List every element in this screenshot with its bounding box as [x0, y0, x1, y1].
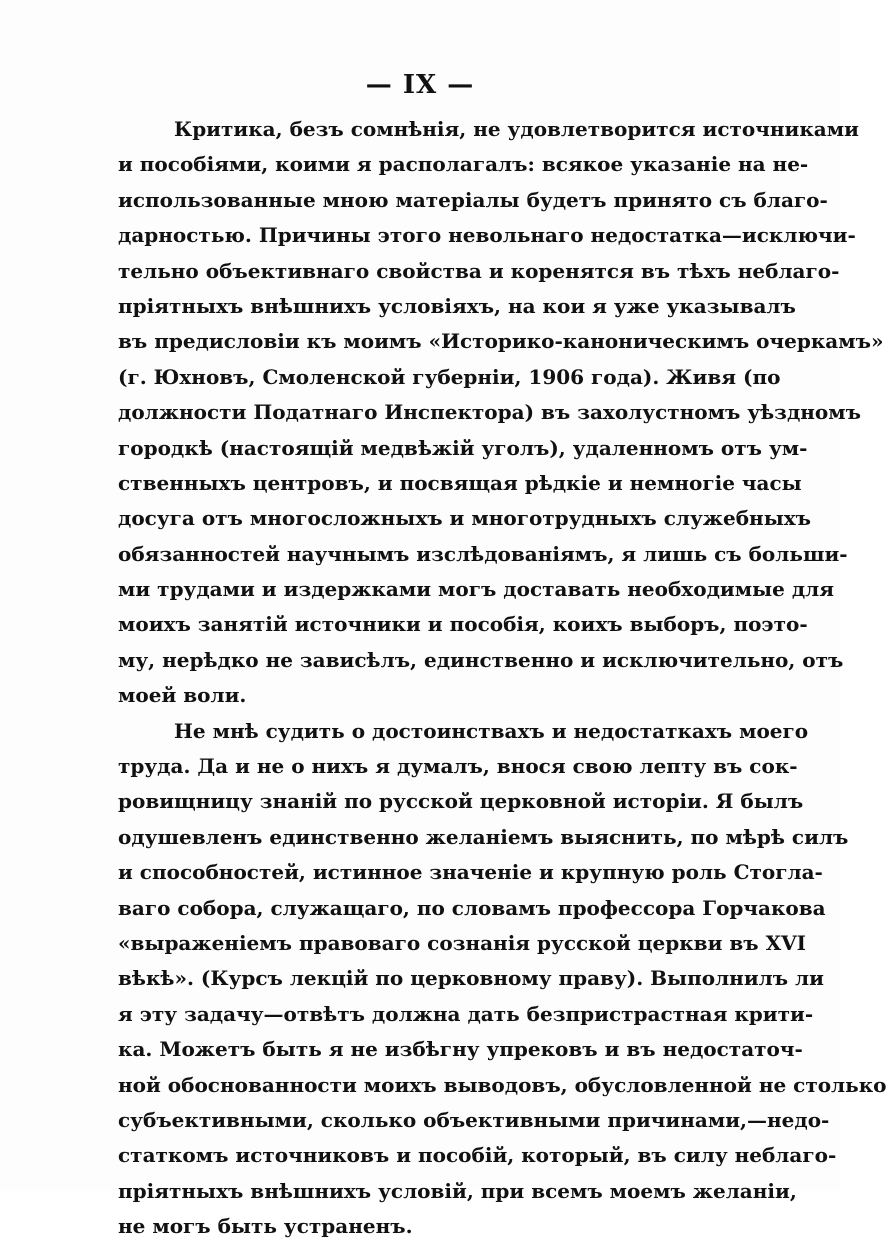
text-line: пріятныхъ внѣшнихъ условій, при всемъ моемъ желаніи, — [118, 1178, 797, 1203]
text-line: не могъ быть устраненъ. — [118, 1214, 413, 1239]
text-line: должности Податнаго Инспектора) въ захолустномъ уѣздномъ — [118, 400, 861, 425]
page-number: — IX — — [365, 70, 475, 100]
text-line: вѣкѣ». (Курсъ лекцій по церковному праву). Выполнилъ ли — [118, 966, 824, 991]
text-line: му, нерѣдко не зависѣлъ, единственно и исключительно, отъ — [118, 647, 844, 672]
text-line: (г. Юхновъ, Смоленской губерніи, 1906 года). Живя (по — [118, 364, 781, 389]
text-line: «выраженіемъ правоваго сознанія русской церкви въ XVI — [118, 930, 806, 955]
text-line: Не мнѣ судить о достоинствахъ и недостаткахъ моего — [174, 718, 809, 743]
text-line: пріятныхъ внѣшнихъ условіяхъ, на кои я уже указывалъ — [118, 293, 796, 318]
text-line: ной обоснованности моихъ выводовъ, обусловленной не столько — [118, 1072, 887, 1097]
text-line: я эту задачу—отвѣтъ должна дать безпристрастная крити- — [118, 1001, 814, 1026]
text-line: моей воли. — [118, 683, 247, 708]
paragraph — [118, 714, 887, 1245]
paragraph — [118, 112, 884, 714]
body-text — [118, 112, 887, 1245]
text-line: и пособіями, коими я располагалъ: всякое указаніе на не- — [118, 152, 809, 177]
text-line: использованные мною матеріалы будетъ принято съ благо- — [118, 187, 828, 212]
text-line: и способностей, истинное значеніе и крупную роль Стогла- — [118, 860, 823, 885]
text-line: досуга отъ многосложныхъ и многотрудныхъ служебныхъ — [118, 506, 812, 531]
text-line: въ предисловіи къ моимъ «Историко-каноническимъ очеркамъ» — [118, 329, 884, 354]
text-line: субъективными, сколько объективными причинами,—недо- — [118, 1107, 830, 1132]
text-line: одушевленъ единственно желаніемъ выяснить, по мѣрѣ силъ — [118, 824, 849, 849]
text-line: ровищницу знаній по русской церковной исторіи. Я былъ — [118, 789, 804, 814]
text-line: Критика, безъ сомнѣнія, не удовлетворится источниками — [174, 117, 859, 141]
text-line: обязанностей научнымъ изслѣдованіямъ, я лишь съ больши- — [118, 541, 848, 566]
text-line: городкѣ (настоящій медвѣжій уголъ), удаленномъ отъ ум- — [118, 435, 808, 460]
text-line: ми трудами и издержками могъ доставать необходимые для — [118, 577, 835, 602]
text-line: тельно объективнаго свойства и коренятся въ тѣхъ неблаго- — [118, 258, 840, 283]
text-line: статкомъ источниковъ и пособій, который, въ силу неблаго- — [118, 1143, 837, 1168]
text-line: ственныхъ центровъ, и посвящая рѣдкіе и немногіе часы — [118, 470, 802, 495]
text-line: ваго собора, служащаго, по словамъ профессора Горчакова — [118, 895, 826, 920]
text-line: труда. Да и не о нихъ я думалъ, внося свою лепту въ сок- — [118, 754, 798, 779]
text-line: дарностью. Причины этого невольнаго недостатка—исключи- — [118, 223, 856, 248]
text-line: моихъ занятій источники и пособія, коихъ выборъ, поэто- — [118, 612, 808, 637]
text-line: ка. Можетъ быть я не избѣгну упрековъ и въ недостаточ- — [118, 1037, 803, 1062]
